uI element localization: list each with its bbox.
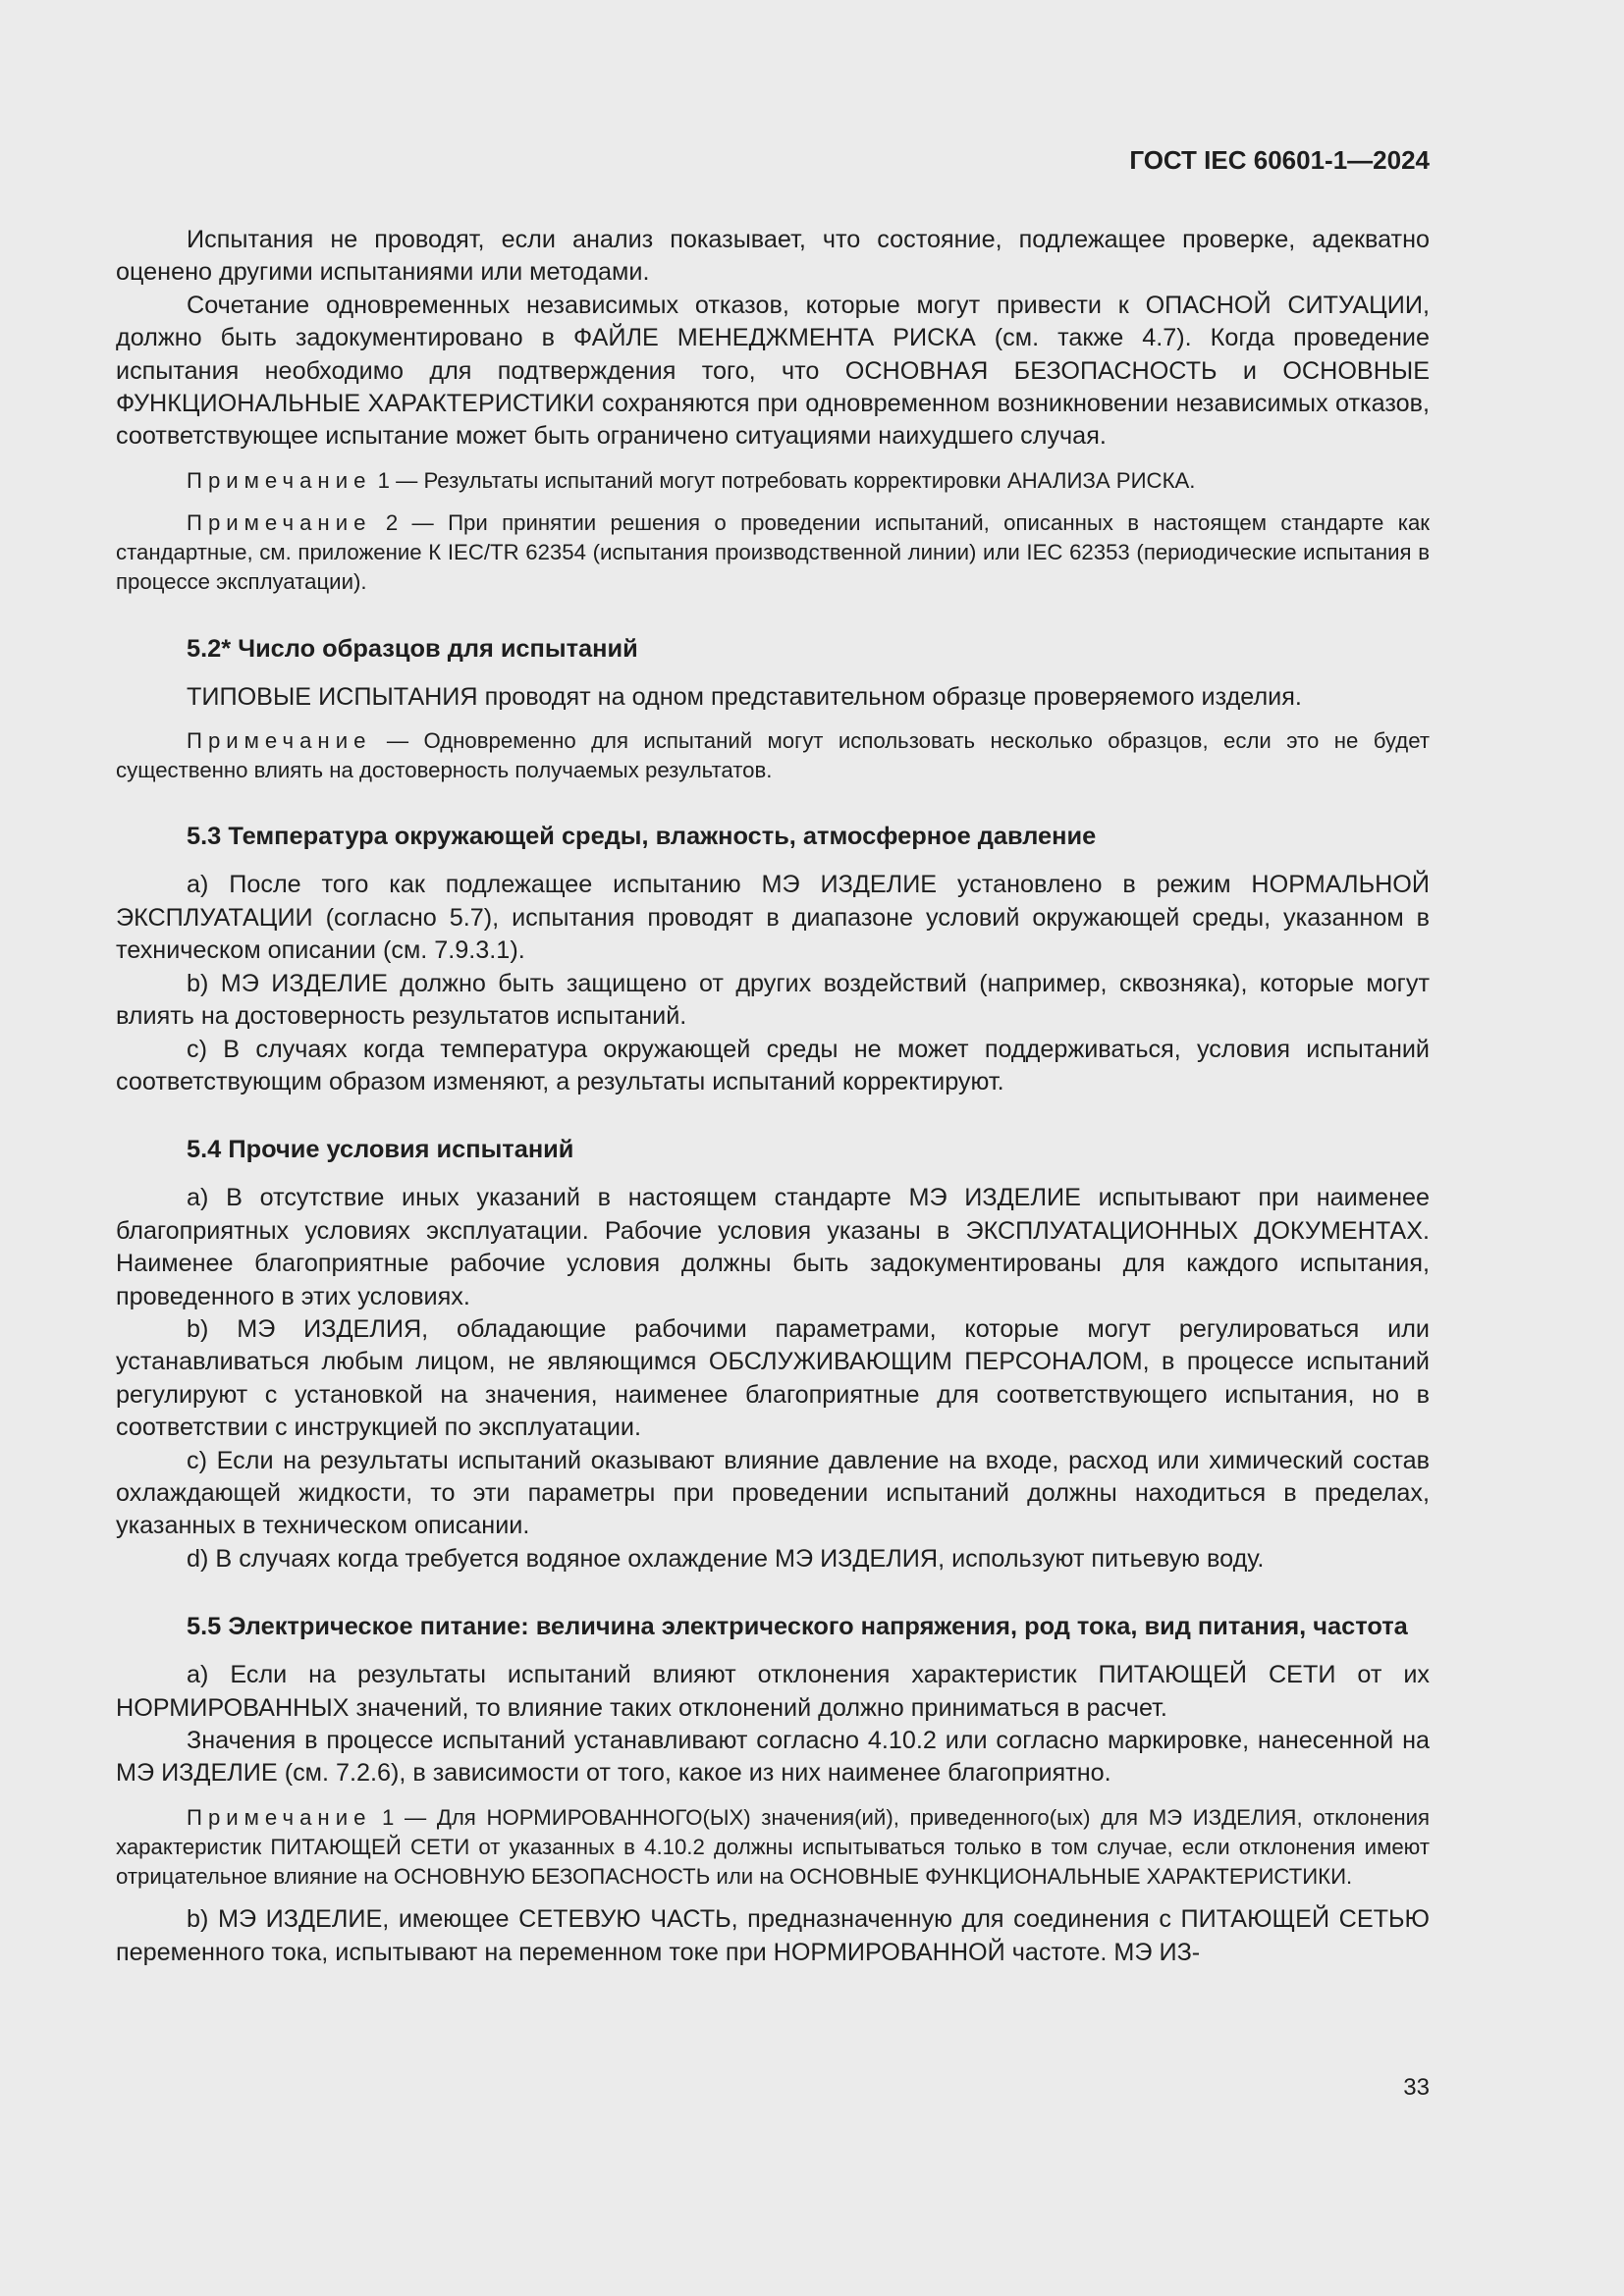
section-5-3-item-a: a) После того как подлежащее испытанию МЭ ИЗДЕЛИЕ установлено в режим НОРМАЛЬНОЙ ЭКСПЛУАТАЦИИ (согласно 5.7), испытания проводят в диапазоне условий окружающей среды, указанном в техническом описании (см. 7.9.3.1). bbox=[116, 871, 1430, 965]
intro-note-1 bbox=[116, 466, 1430, 496]
section-5-4-heading: 5.4 Прочие условия испытаний bbox=[187, 1136, 574, 1164]
section-5-2-note bbox=[116, 726, 1430, 785]
section-5-2-paragraph: ТИПОВЫЕ ИСПЫТАНИЯ проводят на одном представительном образце проверяемого изделия. bbox=[187, 682, 1302, 711]
section-5-3-heading: 5.3 Температура окружающей среды, влажность, атмосферное давление bbox=[187, 823, 1097, 851]
intro-note-2 bbox=[116, 508, 1430, 598]
note-text: 2 — При принятии решения о проведении испытаний, описанных в настоящем стандарте как стандартные, см. приложение К IEC/TR 62354 (испытания производственной линии) или IEC 62353 (периодические испытания в процессе эксплуатации). bbox=[116, 510, 1430, 595]
section-5-5-item-b: b) МЭ ИЗДЕЛИЕ, имеющее СЕТЕВУЮ ЧАСТЬ, предназначенную для соединения с ПИТАЮЩЕЙ СЕТЬЮ переменного тока, испытывают на переменном токе при НОРМИРОВАННОЙ частоте. МЭ ИЗ- bbox=[116, 1905, 1430, 1966]
page-body bbox=[116, 224, 1430, 1969]
section-5-3-item-c: c) В случаях когда температура окружающей среды не может поддерживаться, условия испытаний соответствующим образом изменяют, а результаты испытаний корректируют. bbox=[116, 1035, 1430, 1095]
section-5-5-heading: 5.5 Электрическое питание: величина электрического напряжения, род тока, вид питания, частота bbox=[187, 1613, 1408, 1641]
section-5-5-item-a: a) Если на результаты испытаний влияют отклонения характеристик ПИТАЮЩЕЙ СЕТИ от их НОРМИРОВАННЫХ значений, то влияние таких отклонений должно приниматься в расчет. bbox=[116, 1661, 1430, 1722]
section-5-3-item-b: b) МЭ ИЗДЕЛИЕ должно быть защищено от других воздействий (например, сквозняка), которые могут влиять на достоверность результатов испытаний. bbox=[116, 969, 1430, 1031]
section-5-4-item-c: c) Если на результаты испытаний оказывают влияние давление на входе, расход или химический состав охлаждающей жидкости, то эти параметры при проведении испытаний должны находиться в пределах, указанных в техническом описании. bbox=[116, 1446, 1430, 1540]
page-number: 33 bbox=[1403, 2074, 1430, 2101]
intro-paragraph-2: Сочетание одновременных независимых отказов, которые могут привести к ОПАСНОЙ СИТУАЦИИ, должно быть задокументировано в ФАЙЛЕ МЕНЕДЖМЕНТА РИСКА (см. также 4.7). Когда проведение испытания необходимо для подтверждения того, что ОСНОВНАЯ БЕЗОПАСНОСТЬ и ОСНОВНЫЕ ФУНКЦИОНАЛЬНЫЕ ХАРАКТЕРИСТИКИ сохраняются при одновременном возникновении независимых отказов, соответствующее испытание может быть ограничено ситуациями наихудшего случая. bbox=[116, 291, 1430, 451]
intro-paragraph-1: Испытания не проводят, если анализ показывает, что состояние, подлежащее проверке, адекватно оценено другими испытаниями или методами. bbox=[116, 226, 1430, 287]
note-text: 1 — Результаты испытаний могут потребовать корректировки АНАЛИЗА РИСКА. bbox=[371, 467, 1196, 493]
note-label: Примечание bbox=[187, 1804, 372, 1830]
section-5-2-heading: 5.2* Число образцов для испытаний bbox=[187, 634, 638, 663]
section-5-4-item-b: b) МЭ ИЗДЕЛИЯ, обладающие рабочими параметрами, которые могут регулироваться или устанавливаться любым лицом, не являющимся ОБСЛУЖИВАЮЩИМ ПЕРСОНАЛОМ, в процессе испытаний регулируют с установкой на значения, наименее благоприятные для соответствующего испытания, но в соответствии с инструкцией по эксплуатации. bbox=[116, 1314, 1430, 1442]
section-5-5-note-1 bbox=[116, 1803, 1430, 1893]
note-label: Примечание bbox=[187, 510, 372, 536]
note-text: — Одновременно для испытаний могут использовать несколько образцов, если это не будет существенно влиять на достоверность получаемых результатов. bbox=[116, 728, 1430, 783]
section-5-5-item-a-continued: Значения в процессе испытаний устанавливают согласно 4.10.2 или согласно маркировке, нанесенной на МЭ ИЗДЕЛИЕ (см. 7.2.6), в зависимости от того, какое из них наименее благоприятно. bbox=[116, 1727, 1430, 1788]
section-5-4-item-d: d) В случаях когда требуется водяное охлаждение МЭ ИЗДЕЛИЯ, используют питьевую воду. bbox=[187, 1544, 1265, 1573]
note-label: Примечание bbox=[187, 728, 372, 754]
section-5-4-item-a: a) В отсутствие иных указаний в настоящем стандарте МЭ ИЗДЕЛИЕ испытывают при наименее благоприятных условиях эксплуатации. Рабочие условия указаны в ЭКСПЛУАТАЦИОННЫХ ДОКУМЕНТАХ. Наименее благоприятные рабочие условия должны быть задокументированы для каждого испытания, проведенного в этих условиях. bbox=[116, 1184, 1430, 1310]
note-text: 1 — Для НОРМИРОВАННОГО(ЫХ) значения(ий), приведенного(ых) для МЭ ИЗДЕЛИЯ, отклонения характеристик ПИТАЮЩЕЙ СЕТИ от указанных в 4.10.2 должны испытываться только в том случае, если отклонения имеют отрицательное влияние на ОСНОВНУЮ БЕЗОПАСНОСТЬ или на ОСНОВНЫЕ ФУНКЦИОНАЛЬНЫЕ ХАРАКТЕРИСТИКИ. bbox=[116, 1804, 1430, 1890]
standard-designation: ГОСТ IEC 60601-1—2024 bbox=[1129, 145, 1430, 175]
note-label: Примечание bbox=[187, 467, 372, 493]
